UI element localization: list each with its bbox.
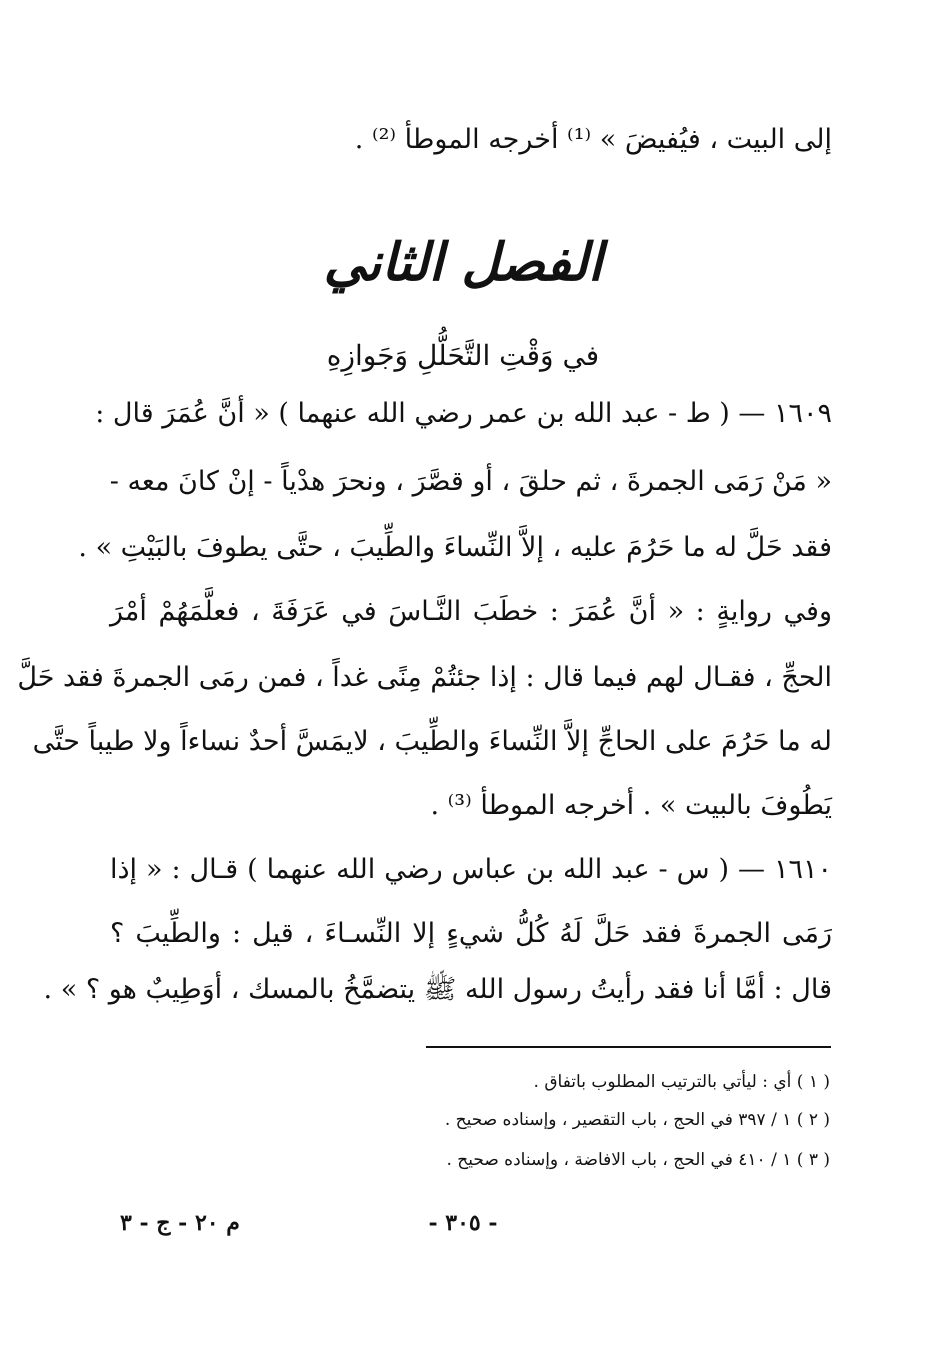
- footnote-1: ( ١ ) أي : ليأتي بالترتيب المطلوب باتفاق .: [533, 1072, 830, 1092]
- hadith-1610-line-1: ١٦١٠ — ( س - عبد الله بن عباس رضي الله عنهما ) قـال : « إذا: [110, 854, 832, 885]
- footnote-3: ( ٣ ) ١ / ٤١٠ في الحج ، باب الافاضة ، وإسناده صحيح .: [446, 1150, 830, 1170]
- chapter-heading: الفصل الثاني: [323, 232, 603, 293]
- chapter-subtitle: في وَقْتِ التَّحَلُّلِ وَجَوازِهِ: [326, 339, 600, 372]
- hadith-1609-line-1: ١٦٠٩ — ( ط - عبد الله بن عمر رضي الله عنهما ) « أنَّ عُمَرَ قال :: [95, 398, 832, 429]
- riwaya-line-3: له ما حَرُمَ على الحاجِّ إلاَّ النِّساءَ والطِّيبَ ، لايمَسَّ أحدٌ نساءاً ولا طيباً حتَّى: [32, 726, 832, 757]
- footnote-2: ( ٢ ) ١ / ٣٩٧ في الحج ، باب التقصير ، وإسناده صحيح .: [444, 1110, 830, 1130]
- hadith-1610-line-2: رَمَى الجمرةَ فقد حَلَّ لَهُ كُلُّ شيءٍ إلا النِّسـاءَ ، قيل : والطِّيبَ ؟: [110, 918, 832, 949]
- footnote-divider: [426, 1046, 831, 1048]
- hadith-1610-line-3: قال : أمَّا أنا فقد رأيتُ رسول الله ﷺ يتضمَّخُ بالمسك ، أوَطِيبٌ هو ؟ » .: [43, 974, 832, 1005]
- signature-mark: م ٢٠ - ج - ٣: [120, 1210, 240, 1236]
- riwaya-line-1: وفي روايةٍ : « أنَّ عُمَرَ : خطَبَ النَّـاسَ في عَرَفَةَ ، فعلَّمَهُمْ أمْرَ: [110, 596, 832, 627]
- top-line: إلى البيت ، فيُفيضَ » ⁽¹⁾ أخرجه الموطأ ⁽²⁾ .: [354, 124, 832, 155]
- riwaya-line-2: الحجِّ ، فقـال لهم فيما قال : إذا جئتُمْ مِنًى غداً ، فمن رمَى الجمرةَ فقد حَلَّ: [17, 662, 832, 693]
- page-number: - ٣٠٥ -: [428, 1210, 498, 1236]
- hadith-1609-line-3: فقد حَلَّ له ما حَرُمَ عليه ، إلاَّ النِّساءَ والطِّيبَ ، حتَّى يطوفَ بالبَيْتِ » .: [78, 532, 832, 563]
- riwaya-line-4: يَطُوفَ بالبيت » . أخرجه الموطأ ⁽³⁾ .: [430, 790, 832, 821]
- hadith-1609-line-2: « مَنْ رَمَى الجمرةَ ، ثم حلقَ ، أو قصَّرَ ، ونحرَ هدْياً - إنْ كانَ معه -: [109, 466, 832, 497]
